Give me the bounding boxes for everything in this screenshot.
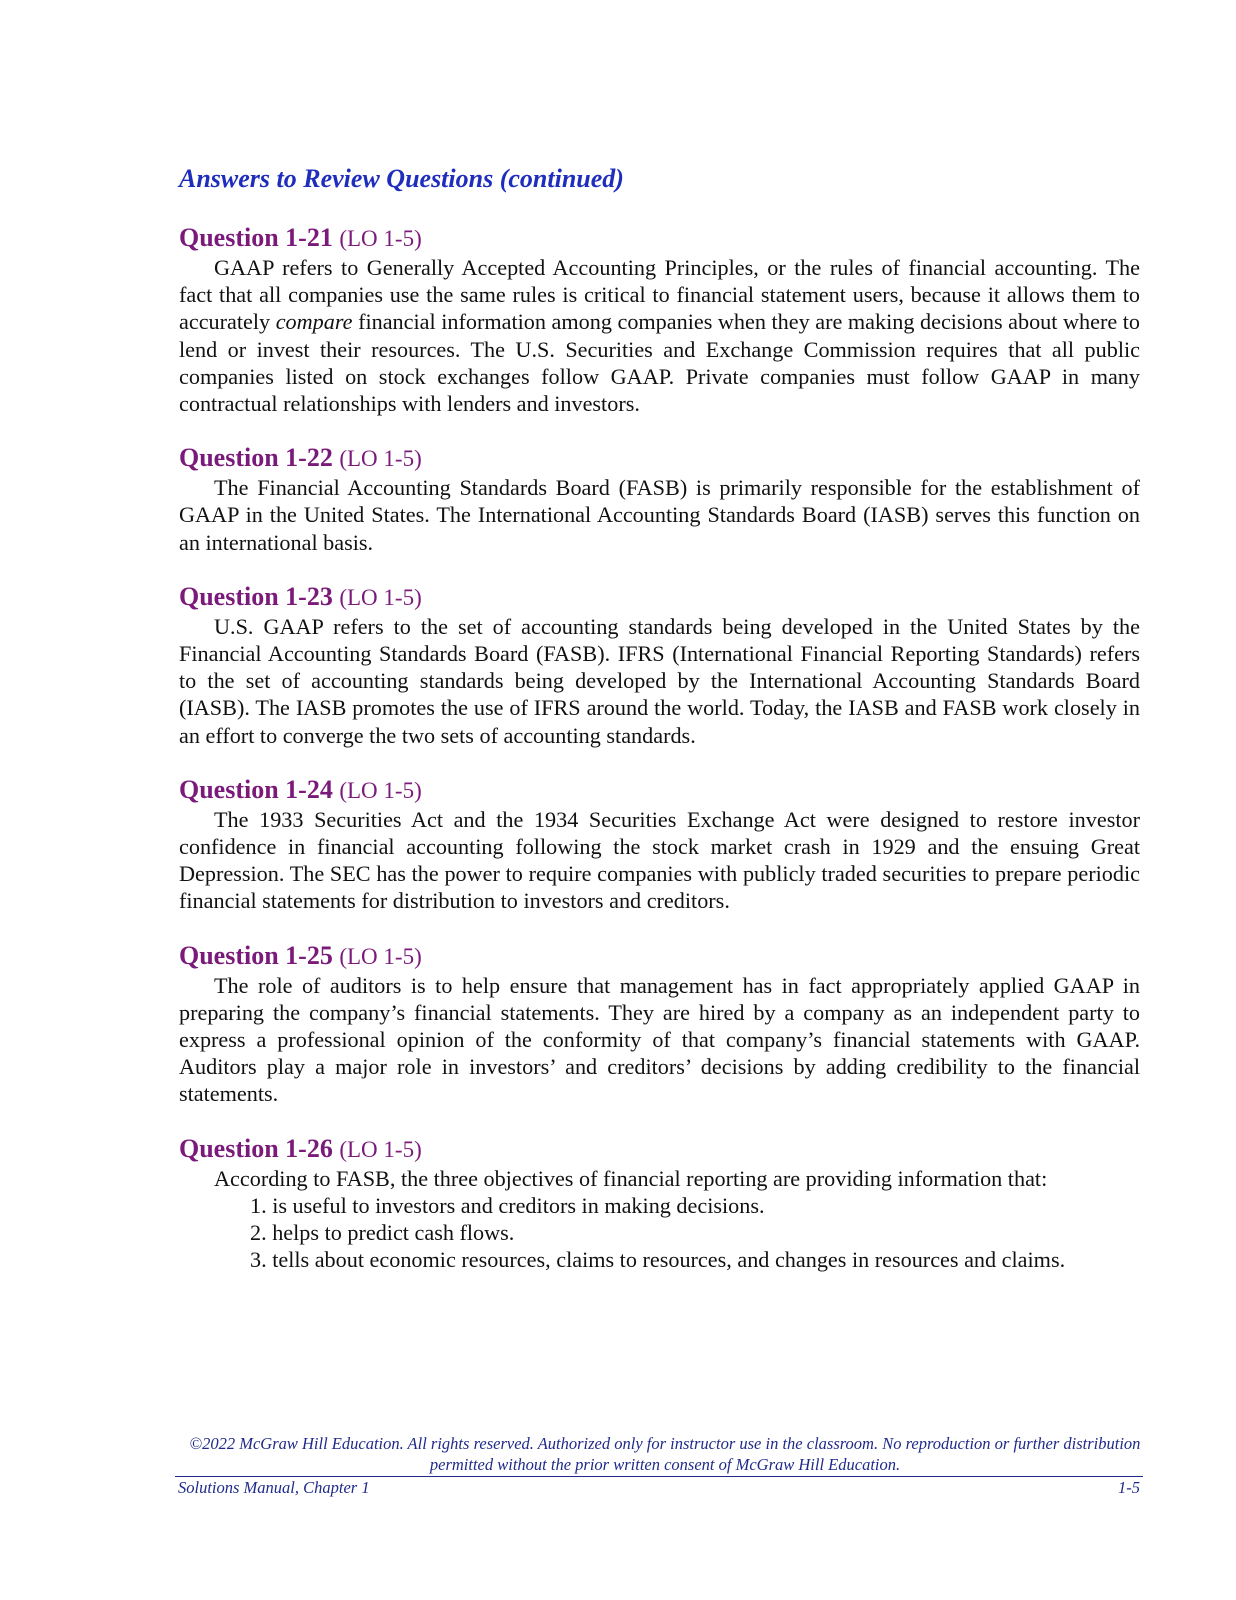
question-heading (179, 579, 1140, 613)
footer-divider (175, 1476, 1143, 1477)
list-item: 2. helps to predict cash flows. (250, 1220, 515, 1246)
question-1-24 (179, 772, 1140, 915)
question-1-23 (179, 579, 1140, 749)
answer-text: financial information among companies when they are making decisions about where to lend or invest their resources. The U.S. Securities and Exchange Commission requires that all public companies listed on stock exchanges follow GAAP. Private companies must follow GAAP in many contractual relationships with lenders and investors. (179, 309, 1140, 417)
copyright-line: permitted without the prior written consent of McGraw Hill Education. (429, 1455, 901, 1474)
question-label: Question 1-21 (179, 223, 333, 252)
learning-objective: (LO 1-5) (339, 584, 422, 610)
question-label: Question 1-24 (179, 774, 333, 804)
question-label: Question 1-23 (179, 581, 333, 611)
copyright-line: ©2022 McGraw Hill Education. All rights reserved. Authorized only for instructor use in the classroom. No reproduction or further distribution (189, 1434, 1141, 1453)
question-label: Question 1-25 (179, 940, 333, 970)
learning-objective: (LO 1-5) (339, 226, 422, 251)
question-heading (179, 440, 1140, 474)
copyright-notice (130, 1433, 1200, 1475)
question-answer: According to FASB, the three objectives of financial reporting are providing information that: (214, 1165, 1048, 1191)
answer-emphasis: compare (275, 309, 353, 335)
learning-objective: (LO 1-5) (339, 943, 422, 969)
question-1-25 (179, 938, 1140, 1108)
footer-source: Solutions Manual, Chapter 1 (178, 1478, 370, 1497)
list-item: 3. tells about economic resources, claims to resources, and changes in resources and claims. (250, 1247, 1066, 1273)
question-heading (179, 772, 1140, 806)
learning-objective: (LO 1-5) (339, 446, 422, 472)
question-heading (179, 1131, 1140, 1165)
question-answer: The role of auditors is to help ensure that management has in fact appropriately applied GAAP in preparing the company’s financial statements. They are hired by a company as an independent party to express a professional opinion of the conformity of that company’s financial statements with GAAP. Auditors play a major role in investors’ and creditors’ decisions by adding credibility to the financial statements. (179, 972, 1140, 1107)
learning-objective: (LO 1-5) (339, 1136, 422, 1162)
question-1-22 (179, 440, 1140, 556)
question-label: Question 1-22 (179, 443, 333, 473)
question-answer: The 1933 Securities Act and the 1934 Securities Exchange Act were designed to restore investor confidence in financial accounting following the stock market crash in 1929 and the ensuing Great Depression. The SEC has the power to require companies with publicly traded securities to prepare periodic financial statements for distribution to investors and creditors. (179, 806, 1140, 914)
question-answer (179, 254, 1140, 417)
learning-objective: (LO 1-5) (339, 777, 422, 803)
question-label: Question 1-26 (179, 1133, 333, 1163)
page-title: Answers to Review Questions (continued) (179, 164, 624, 193)
question-heading (179, 938, 1140, 972)
page-number: 1-5 (1118, 1478, 1140, 1497)
answer-text: GAAP refers to Generally Accepted Accounting Principles, or the rules of financial accounting. The fact that all companies use the same rules is critical to financial statement users, because it allows them to accurately (179, 255, 1140, 335)
question-1-26 (179, 1131, 1140, 1274)
question-answer: The Financial Accounting Standards Board (FASB) is primarily responsible for the establishment of GAAP in the United States. The International Accounting Standards Board (IASB) serves this function on an international basis. (179, 475, 1140, 555)
question-1-21 (179, 220, 1140, 417)
list-item: 1. is useful to investors and creditors in making decisions. (250, 1192, 765, 1218)
objectives-list (179, 1192, 1140, 1274)
question-answer: U.S. GAAP refers to the set of accounting standards being developed in the United States by the Financial Accounting Standards Board (FASB). IFRS (International Financial Reporting Standards) refers to the set of accounting standards being developed by the International Accounting Standards Board (IASB). The IASB promotes the use of IFRS around the world. Today, the IASB and FASB work closely in an effort to converge the two sets of accounting standards. (179, 613, 1140, 748)
review-answers (179, 220, 1140, 1296)
question-heading (179, 220, 1140, 254)
